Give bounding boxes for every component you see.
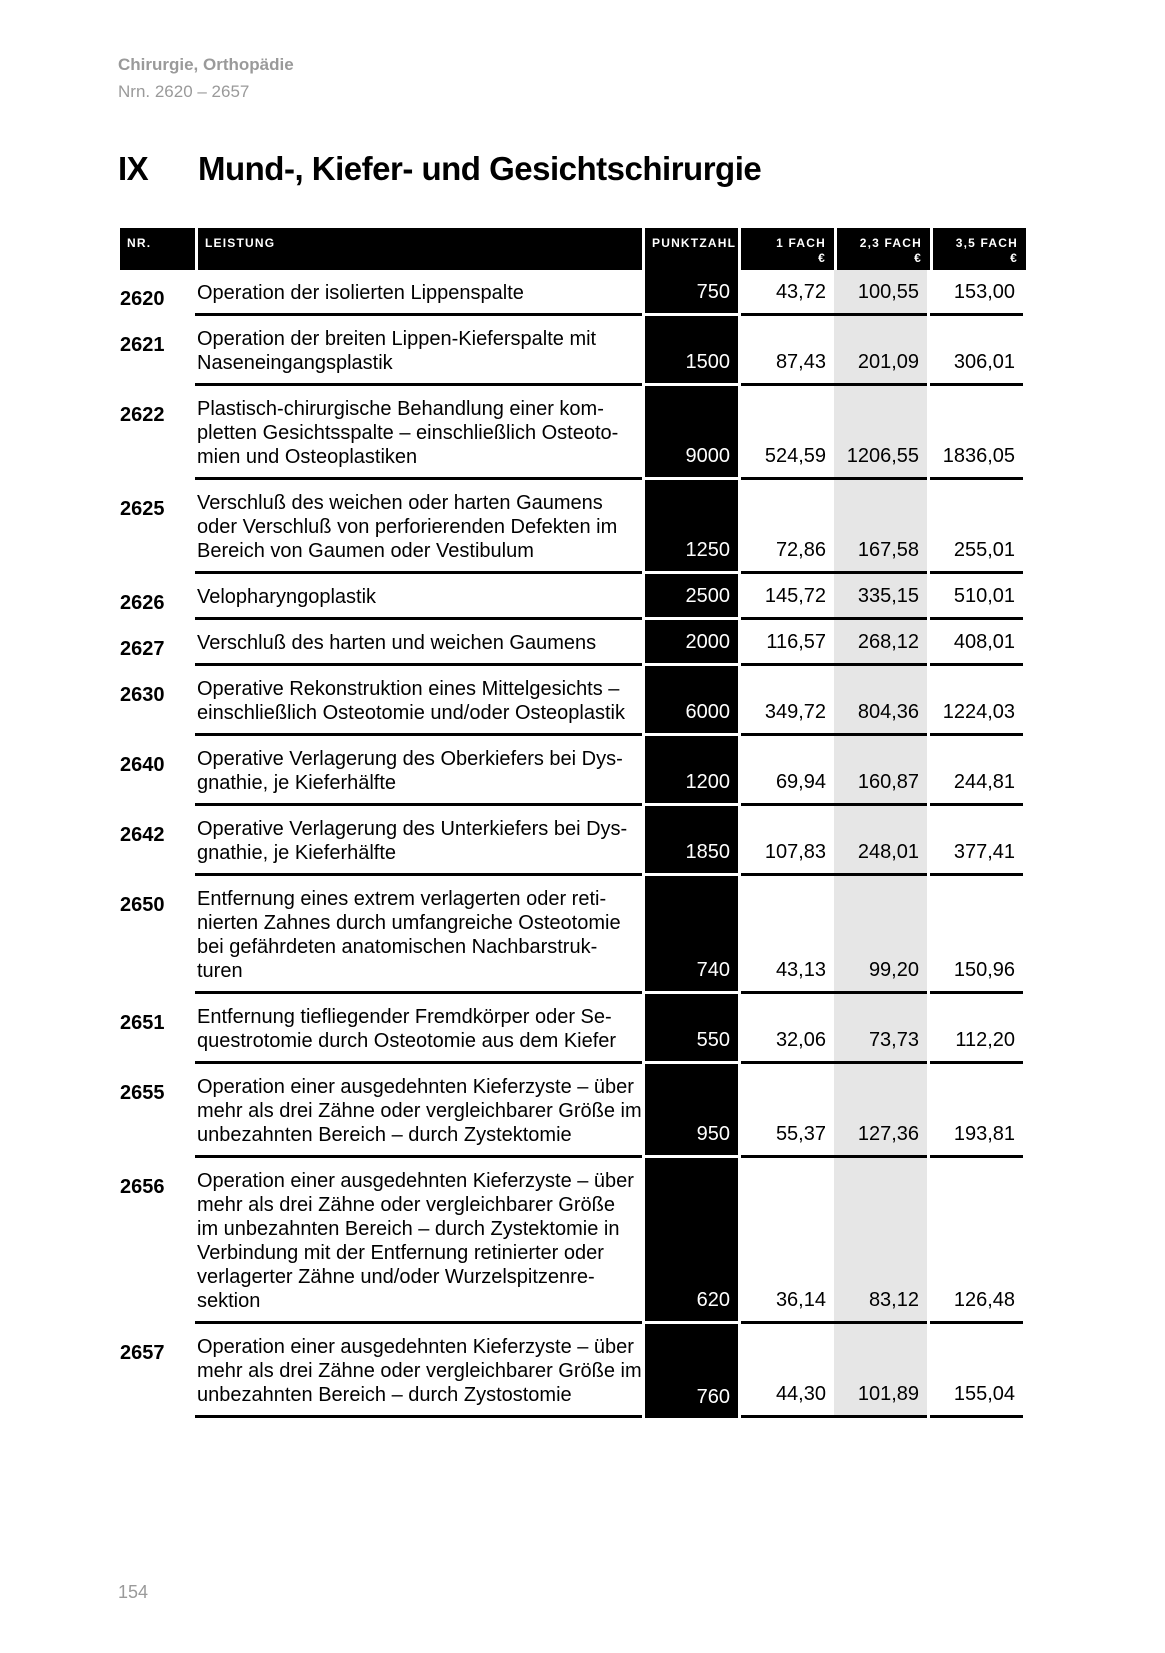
table-row (120, 1158, 1050, 1324)
description-line: questrotomie durch Osteotomie aus dem Kiefer (197, 1030, 617, 1052)
row-punktzahl: 740 (645, 876, 738, 994)
table-row (120, 666, 1050, 736)
section-number: IX (118, 150, 149, 187)
description-line: gnathie, je Kieferhälfte (197, 842, 397, 864)
description-line: unbezahnten Bereich – durch Zystektomie (197, 1124, 572, 1146)
row-3-5fach: 150,96 (930, 876, 1023, 994)
row-2-3fach: 335,15 (834, 574, 927, 620)
row-number: 2650 (120, 894, 165, 916)
row-3-5fach: 155,04 (930, 1324, 1023, 1418)
description-line: mehr als drei Zähne oder vergleichbarer Größe (197, 1194, 615, 1216)
table-row (120, 270, 1050, 316)
description-line: Velopharyngoplastik (197, 586, 377, 608)
row-punktzahl: 1850 (645, 806, 738, 876)
row-3-5fach: 244,81 (930, 736, 1023, 806)
description-line: Operative Rekonstruktion eines Mittelgesichts – (197, 678, 620, 700)
description-line: Operative Verlagerung des Unterkiefers bei Dys- (197, 818, 628, 840)
page-number: 154 (118, 1582, 149, 1602)
description-line: Naseneingangsplastik (197, 352, 393, 374)
row-punktzahl: 750 (645, 270, 738, 316)
row-2-3fach: 73,73 (834, 994, 927, 1064)
row-punktzahl: 1250 (645, 480, 738, 574)
header-1fach: 1 FACH € (741, 228, 834, 270)
row-description (195, 1158, 642, 1324)
row-description (195, 386, 642, 480)
description-line: verlagerter Zähne und/oder Wurzelspitzenre- (197, 1266, 595, 1288)
row-3-5fach: 193,81 (930, 1064, 1023, 1158)
row-2-3fach: 804,36 (834, 666, 927, 736)
description-line: Entfernung eines extrem verlagerten oder reti- (197, 888, 607, 910)
description-line: nierten Zahnes durch umfangreiche Osteotomie (197, 912, 621, 934)
header-3-5fach: 3,5 FACH € (933, 228, 1026, 270)
row-1fach: 145,72 (741, 574, 834, 620)
row-3-5fach: 112,20 (930, 994, 1023, 1064)
row-1fach: 524,59 (741, 386, 834, 480)
header-2-3fach: 2,3 FACH € (837, 228, 930, 270)
description-line: bei gefährdeten anatomischen Nachbarstruk- (197, 936, 598, 958)
row-number: 2657 (120, 1342, 165, 1364)
table-row (120, 480, 1050, 574)
row-3-5fach: 153,00 (930, 270, 1023, 316)
section-title: Mund-, Kiefer- und Gesichtschirurgie (198, 150, 762, 187)
row-description (195, 806, 642, 876)
row-1fach: 44,30 (741, 1324, 834, 1418)
row-description (195, 1324, 642, 1418)
table-row (120, 876, 1050, 994)
row-punktzahl: 9000 (645, 386, 738, 480)
description-line: turen (197, 960, 243, 982)
header-leistung: LEISTUNG (198, 228, 642, 270)
description-line: Operative Verlagerung des Oberkiefers bei Dys- (197, 748, 623, 770)
row-2-3fach: 268,12 (834, 620, 927, 666)
row-number: 2651 (120, 1012, 165, 1034)
row-1fach: 349,72 (741, 666, 834, 736)
row-1fach: 69,94 (741, 736, 834, 806)
row-1fach: 36,14 (741, 1158, 834, 1324)
description-line: mehr als drei Zähne oder vergleichbarer Größe im (197, 1100, 642, 1122)
row-description (195, 480, 642, 574)
row-2-3fach: 248,01 (834, 806, 927, 876)
row-3-5fach: 377,41 (930, 806, 1023, 876)
row-punktzahl: 2500 (645, 574, 738, 620)
row-description (195, 574, 642, 620)
row-description (195, 316, 642, 386)
row-number: 2640 (120, 754, 165, 776)
row-3-5fach: 1224,03 (930, 666, 1023, 736)
row-description (195, 876, 642, 994)
row-number: 2627 (120, 638, 165, 660)
row-3-5fach: 1836,05 (930, 386, 1023, 480)
description-line: oder Verschluß von perforierenden Defekten im (197, 516, 618, 538)
row-2-3fach: 1206,55 (834, 386, 927, 480)
row-2-3fach: 127,36 (834, 1064, 927, 1158)
row-1fach: 43,13 (741, 876, 834, 994)
row-3-5fach: 306,01 (930, 316, 1023, 386)
header-nr: NR. (120, 228, 195, 270)
row-description (195, 270, 642, 316)
description-line: Bereich von Gaumen oder Vestibulum (197, 540, 534, 562)
description-line: Verbindung mit der Entfernung retinierter oder (197, 1242, 604, 1264)
table-body (120, 270, 1050, 1418)
description-line: Plastisch-chirurgische Behandlung einer kom- (197, 398, 604, 420)
row-number: 2621 (120, 334, 165, 356)
description-line: Operation einer ausgedehnten Kieferzyste – über (197, 1336, 634, 1358)
row-1fach: 72,86 (741, 480, 834, 574)
row-3-5fach: 126,48 (930, 1158, 1023, 1324)
row-punktzahl: 2000 (645, 620, 738, 666)
description-line: unbezahnten Bereich – durch Zystostomie (197, 1384, 572, 1406)
row-2-3fach: 167,58 (834, 480, 927, 574)
row-description (195, 736, 642, 806)
row-1fach: 43,72 (741, 270, 834, 316)
row-number: 2625 (120, 498, 165, 520)
running-head-chapter: Chirurgie, Orthopädie (118, 55, 294, 74)
description-line: Operation einer ausgedehnten Kieferzyste – über (197, 1076, 634, 1098)
row-2-3fach: 100,55 (834, 270, 927, 316)
description-line: sektion (197, 1290, 261, 1312)
table-row (120, 994, 1050, 1064)
running-head-range: Nrn. 2620 – 2657 (118, 82, 250, 101)
row-punktzahl: 1500 (645, 316, 738, 386)
row-number: 2626 (120, 592, 165, 614)
row-2-3fach: 201,09 (834, 316, 927, 386)
header-punktzahl: PUNKTZAHL (645, 228, 738, 270)
table-row (120, 806, 1050, 876)
fee-table (120, 228, 1050, 1418)
table-header (120, 228, 1050, 270)
row-description (195, 994, 642, 1064)
description-line: einschließlich Osteotomie und/oder Osteoplastik (197, 702, 625, 724)
row-1fach: 116,57 (741, 620, 834, 666)
description-line: mien und Osteoplastiken (197, 446, 418, 468)
row-punktzahl: 550 (645, 994, 738, 1064)
row-2-3fach: 101,89 (834, 1324, 927, 1418)
description-line: Operation einer ausgedehnten Kieferzyste – über (197, 1170, 634, 1192)
table-row (120, 736, 1050, 806)
description-line: mehr als drei Zähne oder vergleichbarer Größe im (197, 1360, 642, 1382)
row-1fach: 55,37 (741, 1064, 834, 1158)
description-line: Verschluß des weichen oder harten Gaumens (197, 492, 603, 514)
row-number: 2622 (120, 404, 165, 426)
description-line: Entfernung tiefliegender Fremdkörper oder Se- (197, 1006, 612, 1028)
row-description (195, 666, 642, 736)
row-punktzahl: 760 (645, 1324, 738, 1418)
table-row (120, 386, 1050, 480)
description-line: im unbezahnten Bereich – durch Zystektomie in (197, 1218, 620, 1240)
row-3-5fach: 408,01 (930, 620, 1023, 666)
row-number: 2656 (120, 1176, 165, 1198)
table-row (120, 1064, 1050, 1158)
row-3-5fach: 510,01 (930, 574, 1023, 620)
row-punktzahl: 1200 (645, 736, 738, 806)
row-number: 2642 (120, 824, 165, 846)
row-description (195, 1064, 642, 1158)
description-line: Operation der isolierten Lippenspalte (197, 282, 524, 304)
row-1fach: 32,06 (741, 994, 834, 1064)
row-punktzahl: 6000 (645, 666, 738, 736)
row-punktzahl: 620 (645, 1158, 738, 1324)
row-1fach: 107,83 (741, 806, 834, 876)
running-head (118, 53, 294, 104)
row-number: 2620 (120, 288, 165, 310)
row-1fach: 87,43 (741, 316, 834, 386)
section-heading (118, 150, 761, 188)
row-number: 2630 (120, 684, 165, 706)
table-row (120, 1324, 1050, 1418)
table-row (120, 620, 1050, 666)
row-3-5fach: 255,01 (930, 480, 1023, 574)
row-2-3fach: 83,12 (834, 1158, 927, 1324)
row-punktzahl: 950 (645, 1064, 738, 1158)
description-line: pletten Gesichtsspalte – einschließlich Osteoto- (197, 422, 619, 444)
description-line: Operation der breiten Lippen-Kieferspalte mit (197, 328, 597, 350)
row-description (195, 620, 642, 666)
row-number: 2655 (120, 1082, 165, 1104)
table-row (120, 316, 1050, 386)
description-line: Verschluß des harten und weichen Gaumens (197, 632, 597, 654)
description-line: gnathie, je Kieferhälfte (197, 772, 397, 794)
table-row (120, 574, 1050, 620)
row-2-3fach: 160,87 (834, 736, 927, 806)
row-2-3fach: 99,20 (834, 876, 927, 994)
